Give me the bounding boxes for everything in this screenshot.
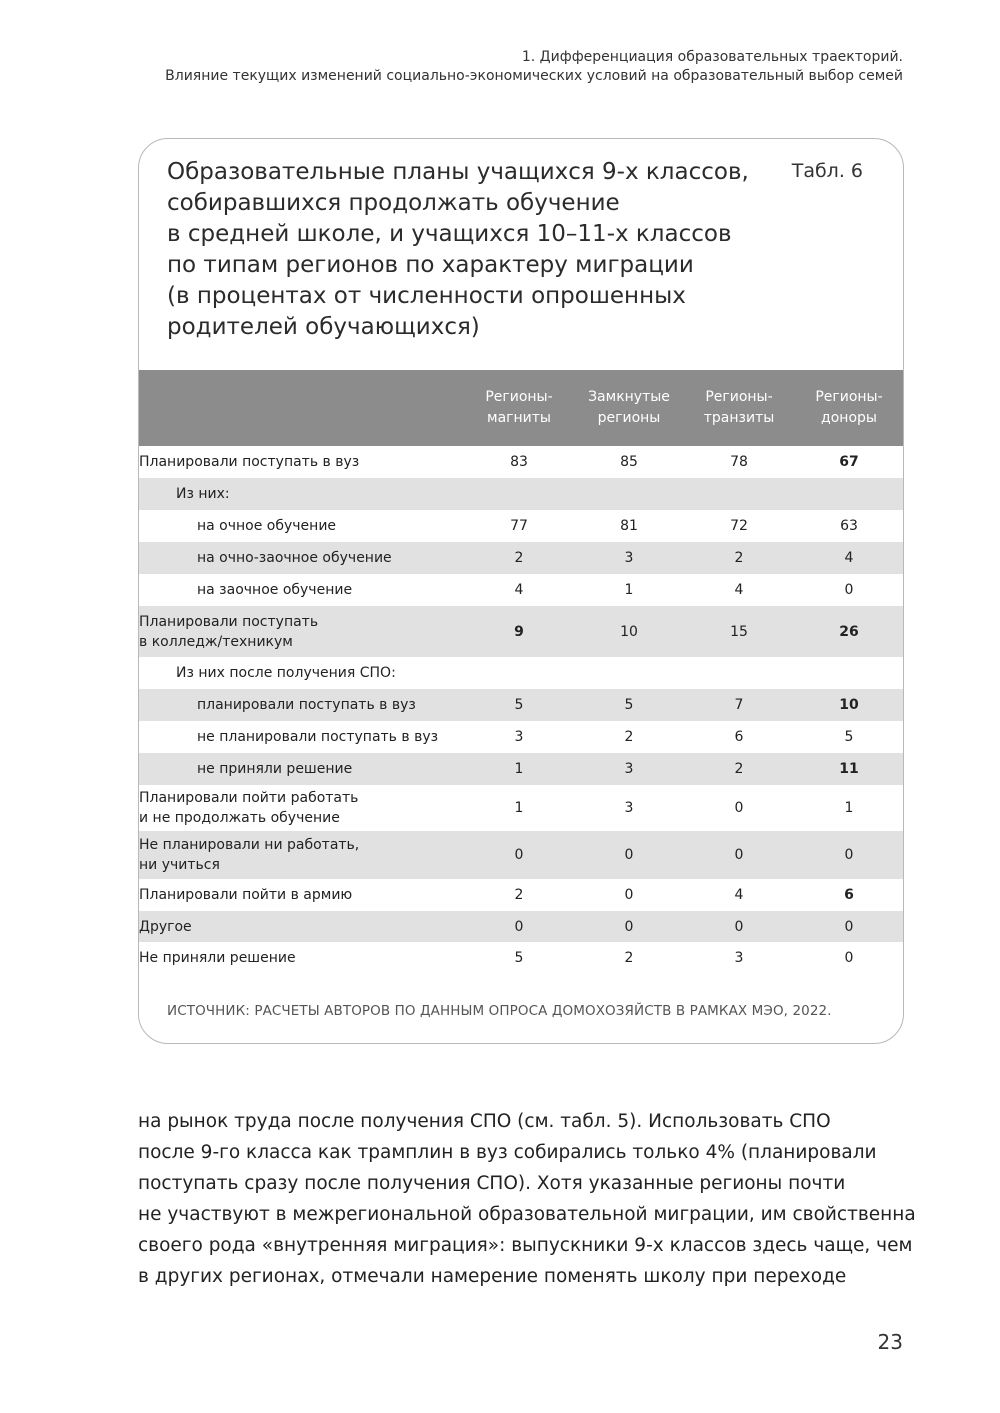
table-cell: 0	[844, 847, 854, 863]
running-header	[165, 48, 903, 86]
table-label: Табл. 6	[791, 160, 863, 182]
table-cell: 6	[844, 887, 854, 903]
row-label: Из них после получения СПО:	[176, 665, 396, 681]
row-label: Планировали поступать в вуз	[139, 454, 360, 470]
table-card	[138, 138, 904, 1044]
table-cell: 0	[514, 918, 524, 935]
table-row	[139, 542, 904, 574]
row-label: на очно-заочное обучение	[197, 550, 392, 566]
table-cell: 3	[624, 550, 634, 566]
table-row	[139, 911, 904, 942]
table-cell: 0	[624, 887, 634, 903]
row-label: Планировали пойти работать и не продолжать обучение	[139, 790, 359, 826]
table-cell: 2	[514, 550, 524, 566]
table-row	[139, 879, 904, 911]
table-cell: 3	[624, 800, 634, 816]
table-row	[139, 478, 904, 510]
table-row	[139, 753, 904, 785]
table-cell: 4	[734, 887, 744, 903]
table-cell: 5	[514, 697, 524, 713]
table-cell: 4	[734, 582, 744, 598]
row-label: Планировали поступать в колледж/техникум	[139, 613, 319, 650]
table-cell	[574, 657, 684, 689]
table-cell: 1	[514, 761, 524, 777]
table-cell: 0	[844, 582, 854, 598]
table-row	[139, 831, 904, 879]
table-cell: 5	[624, 697, 634, 713]
table-cell: 2	[624, 729, 634, 745]
table-cell	[794, 657, 904, 689]
table-cell: 15	[730, 623, 748, 640]
row-label: на заочное обучение	[197, 582, 353, 598]
table-row	[139, 510, 904, 542]
table-row	[139, 446, 904, 478]
table-row	[139, 657, 904, 689]
table-title: Образовательные планы учащихся 9-х классов, собиравшихся продолжать обучение в средней школе, и учащихся 10–11-х классов по типам регионов по характеру миграции (в процентах от численности опрошенных родителей обучающихся)	[167, 159, 749, 340]
table-cell: 3	[734, 950, 744, 966]
table-row	[139, 606, 904, 657]
table-cell: 2	[624, 950, 634, 966]
table-cell	[464, 657, 574, 689]
table-cell: 2	[734, 550, 744, 566]
table-cell: 0	[734, 918, 744, 935]
table-cell	[794, 478, 904, 510]
row-label: не планировали поступать в вуз	[197, 729, 439, 745]
table-cell: 7	[734, 697, 744, 713]
data-table	[139, 370, 904, 974]
table-cell: 85	[620, 454, 638, 470]
table-row	[139, 721, 904, 753]
table-cell: 3	[624, 761, 634, 777]
table-cell: 81	[620, 518, 638, 534]
row-label: Из них:	[176, 486, 230, 502]
table-cell: 78	[730, 454, 748, 470]
table-cell: 9	[514, 623, 524, 640]
row-label: не приняли решение	[197, 761, 353, 777]
table-row	[139, 574, 904, 606]
table-cell: 1	[624, 582, 634, 598]
table-cell: 77	[510, 518, 528, 534]
table-row	[139, 785, 904, 831]
table-row	[139, 942, 904, 974]
table-cell: 5	[514, 950, 524, 966]
table-cell: 0	[624, 918, 634, 935]
page-number: 23	[877, 1330, 903, 1354]
table-cell: 1	[844, 800, 854, 816]
table-cell: 2	[514, 887, 524, 903]
row-label: на очное обучение	[197, 518, 337, 534]
table-cell: 5	[844, 729, 854, 745]
row-label: Не планировали ни работать, ни учиться	[139, 837, 360, 873]
table-cell: 0	[624, 847, 634, 863]
body-paragraph: на рынок труда после получения СПО (см. табл. 5). Использовать СПО после 9-го класса как трамплин в вуз собирались только 4% (планировали поступать сразу после получения СПО). Хотя указанные регионы почти не участвуют в межрегиональной образовательной миграции, им свойственна своего рода «внутренняя миграция»: выпускники 9-х классов здесь чаще, чем в других регионах, отмечали намерение поменять школу при переходе	[138, 1111, 916, 1287]
table-cell	[464, 478, 574, 510]
table-cell	[684, 478, 794, 510]
column-header: Замкнутые регионы	[588, 389, 670, 426]
table-cell: 26	[839, 623, 859, 640]
table-cell: 10	[839, 697, 859, 713]
table-cell: 0	[514, 847, 524, 863]
column-header: Регионы- доноры	[815, 389, 883, 426]
table-cell	[684, 657, 794, 689]
table-cell: 10	[620, 623, 638, 640]
table-header-row	[139, 370, 904, 446]
column-header-label	[139, 370, 464, 446]
table-cell: 72	[730, 518, 748, 534]
table-cell: 4	[844, 550, 854, 566]
table-cell	[574, 478, 684, 510]
table-cell: 83	[510, 454, 528, 470]
table-cell: 11	[839, 761, 859, 777]
table-row	[139, 689, 904, 721]
table-cell: 4	[514, 582, 524, 598]
table-cell: 67	[839, 454, 859, 470]
row-label: Другое	[139, 918, 192, 935]
row-label: Не приняли решение	[139, 950, 296, 966]
table-cell: 0	[844, 950, 854, 966]
table-cell: 0	[844, 918, 854, 935]
table-cell: 2	[734, 761, 744, 777]
table-cell: 1	[514, 800, 524, 816]
table-cell: 63	[840, 518, 858, 534]
row-label: планировали поступать в вуз	[197, 697, 416, 713]
running-header-line-2: Влияние текущих изменений социально-экономических условий на образовательный выбор семей	[165, 68, 903, 84]
table-cell: 3	[514, 729, 524, 745]
column-header: Регионы- магниты	[485, 389, 553, 426]
table-cell: 6	[734, 729, 744, 745]
column-header: Регионы- транзиты	[703, 389, 775, 426]
row-label: Планировали пойти в армию	[139, 887, 353, 903]
table-source: ИСТОЧНИК: РАСЧЕТЫ АВТОРОВ ПО ДАННЫМ ОПРОСА ДОМОХОЗЯЙСТВ В РАМКАХ МЭО, 2022.	[167, 1003, 832, 1019]
running-header-line-1: 1. Дифференциация образовательных траекторий.	[521, 49, 903, 65]
table-cell: 0	[734, 847, 744, 863]
table-cell: 0	[734, 800, 744, 816]
